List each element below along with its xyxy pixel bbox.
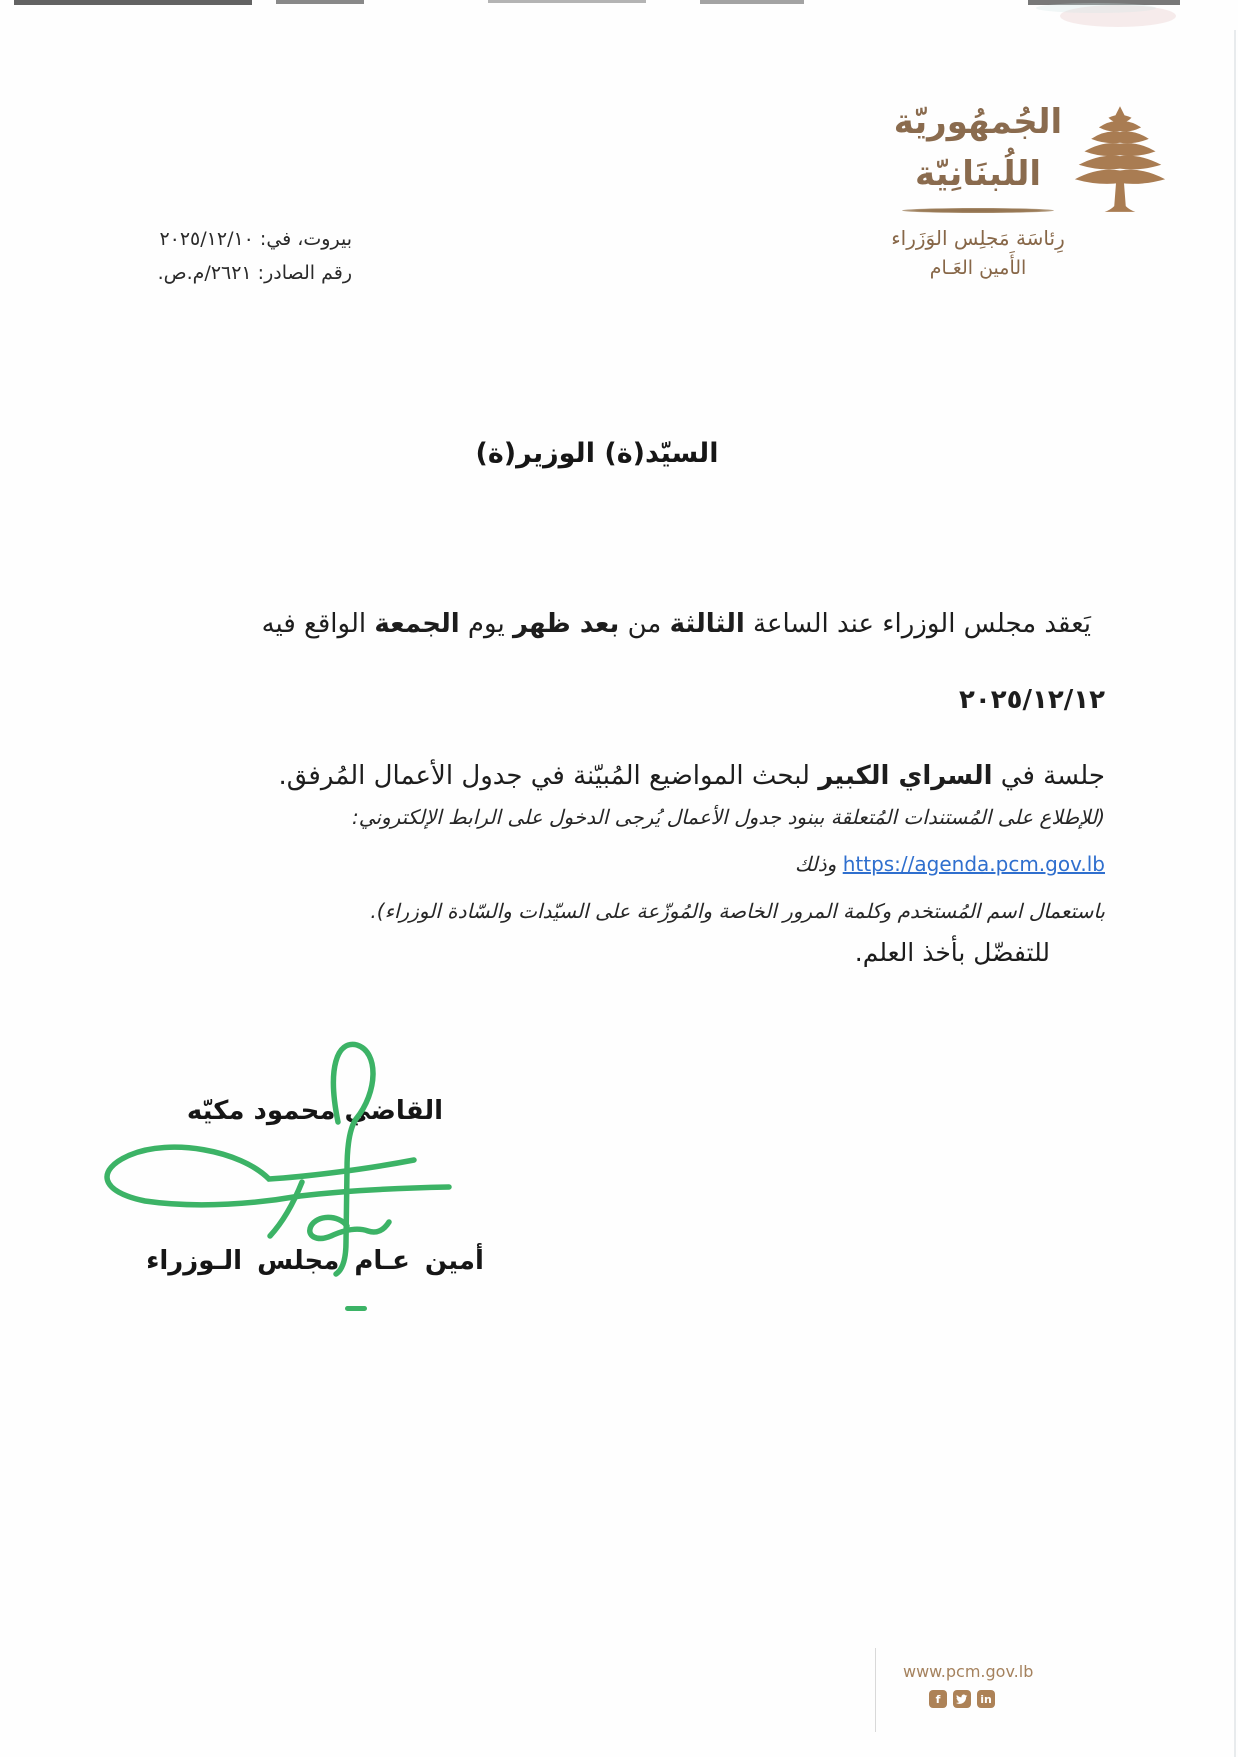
note-text-segment: وذلك	[794, 852, 843, 876]
signature-ink	[80, 1020, 480, 1340]
emblem-divider	[902, 208, 1054, 213]
scan-artifact	[14, 0, 252, 5]
closing-line: للتفضّل بأخذ العلم.	[854, 938, 1050, 967]
signature-dash	[345, 1306, 367, 1311]
body-text-segment: لبحث المواضيع المُبيّنة في جدول الأعمال المُرفق.	[278, 761, 819, 791]
body-bold-segment: السراي الكبير	[818, 761, 993, 791]
office-title: الأَمين العَـام	[929, 257, 1027, 279]
body-text-segment: الواقع فيه	[261, 609, 375, 639]
republic-calligraphy-line1: الجُمهُوريّة	[893, 102, 1063, 142]
signer-title: أمين عـام مجلس الـوزراء	[146, 1246, 484, 1276]
scan-artifact	[488, 0, 646, 3]
scan-artifact	[700, 0, 804, 4]
org-title: رِئاسَة مَجلِس الوَزَراء	[891, 226, 1065, 250]
body-bold-segment: الثالثة	[669, 609, 745, 639]
letter-body	[140, 586, 1105, 814]
body-text-segment: يوم	[459, 609, 513, 639]
footer-website: www.pcm.gov.lb	[903, 1662, 1034, 1681]
salutation: السيّد(ة) الوزير(ة)	[475, 438, 719, 469]
scan-artifact	[276, 0, 364, 4]
footer-divider	[875, 1648, 876, 1732]
body-text-segment: يَعقد مجلس الوزراء عند الساعة	[744, 609, 1091, 639]
body-bold-segment: الجمعة	[374, 609, 460, 639]
city-date: بيروت، في: ٢٠٢٥/١٢/١٠	[159, 228, 352, 250]
republic-calligraphy-line2: اللُبنَانِيّة	[914, 154, 1042, 194]
letter-meta	[92, 222, 352, 290]
scan-edge-line	[1234, 30, 1236, 1757]
body-text-segment: من	[619, 609, 670, 639]
linkedin-icon: in	[977, 1690, 995, 1708]
agenda-note	[140, 794, 1105, 935]
note-text-segment: باستعمال اسم المُستخدم وكلمة المرور الخاصة والمُوزّعة على السيّدات والسّادة الوزراء).	[370, 899, 1105, 923]
twitter-icon	[953, 1690, 971, 1708]
reference-number: رقم الصادر: ٢٦٢١/م.ص.	[157, 262, 352, 284]
signer-name: القاضي محمود مكيّه	[186, 1096, 444, 1126]
facebook-icon: f	[929, 1690, 947, 1708]
footer-social-icons	[929, 1690, 999, 1708]
body-text-segment: جلسة في	[992, 761, 1105, 791]
cedar-tree-icon	[1072, 104, 1168, 216]
scan-artifact	[1028, 0, 1180, 5]
scan-artifact	[1036, 3, 1156, 13]
note-text-segment: (للإطلاع على المُستندات المُتعلقة ببنود جدول الأعمال يُرجى الدخول على الرابط الإلكتروني:	[352, 805, 1105, 829]
agenda-link[interactable]: https://agenda.pcm.gov.lb	[842, 852, 1105, 876]
scan-artifact	[1060, 5, 1176, 27]
body-bold-segment: بعد ظهر	[512, 609, 620, 639]
pcm-emblem	[888, 96, 1068, 283]
body-bold-segment: ٢٠٢٥/١٢/١٢	[959, 685, 1105, 715]
